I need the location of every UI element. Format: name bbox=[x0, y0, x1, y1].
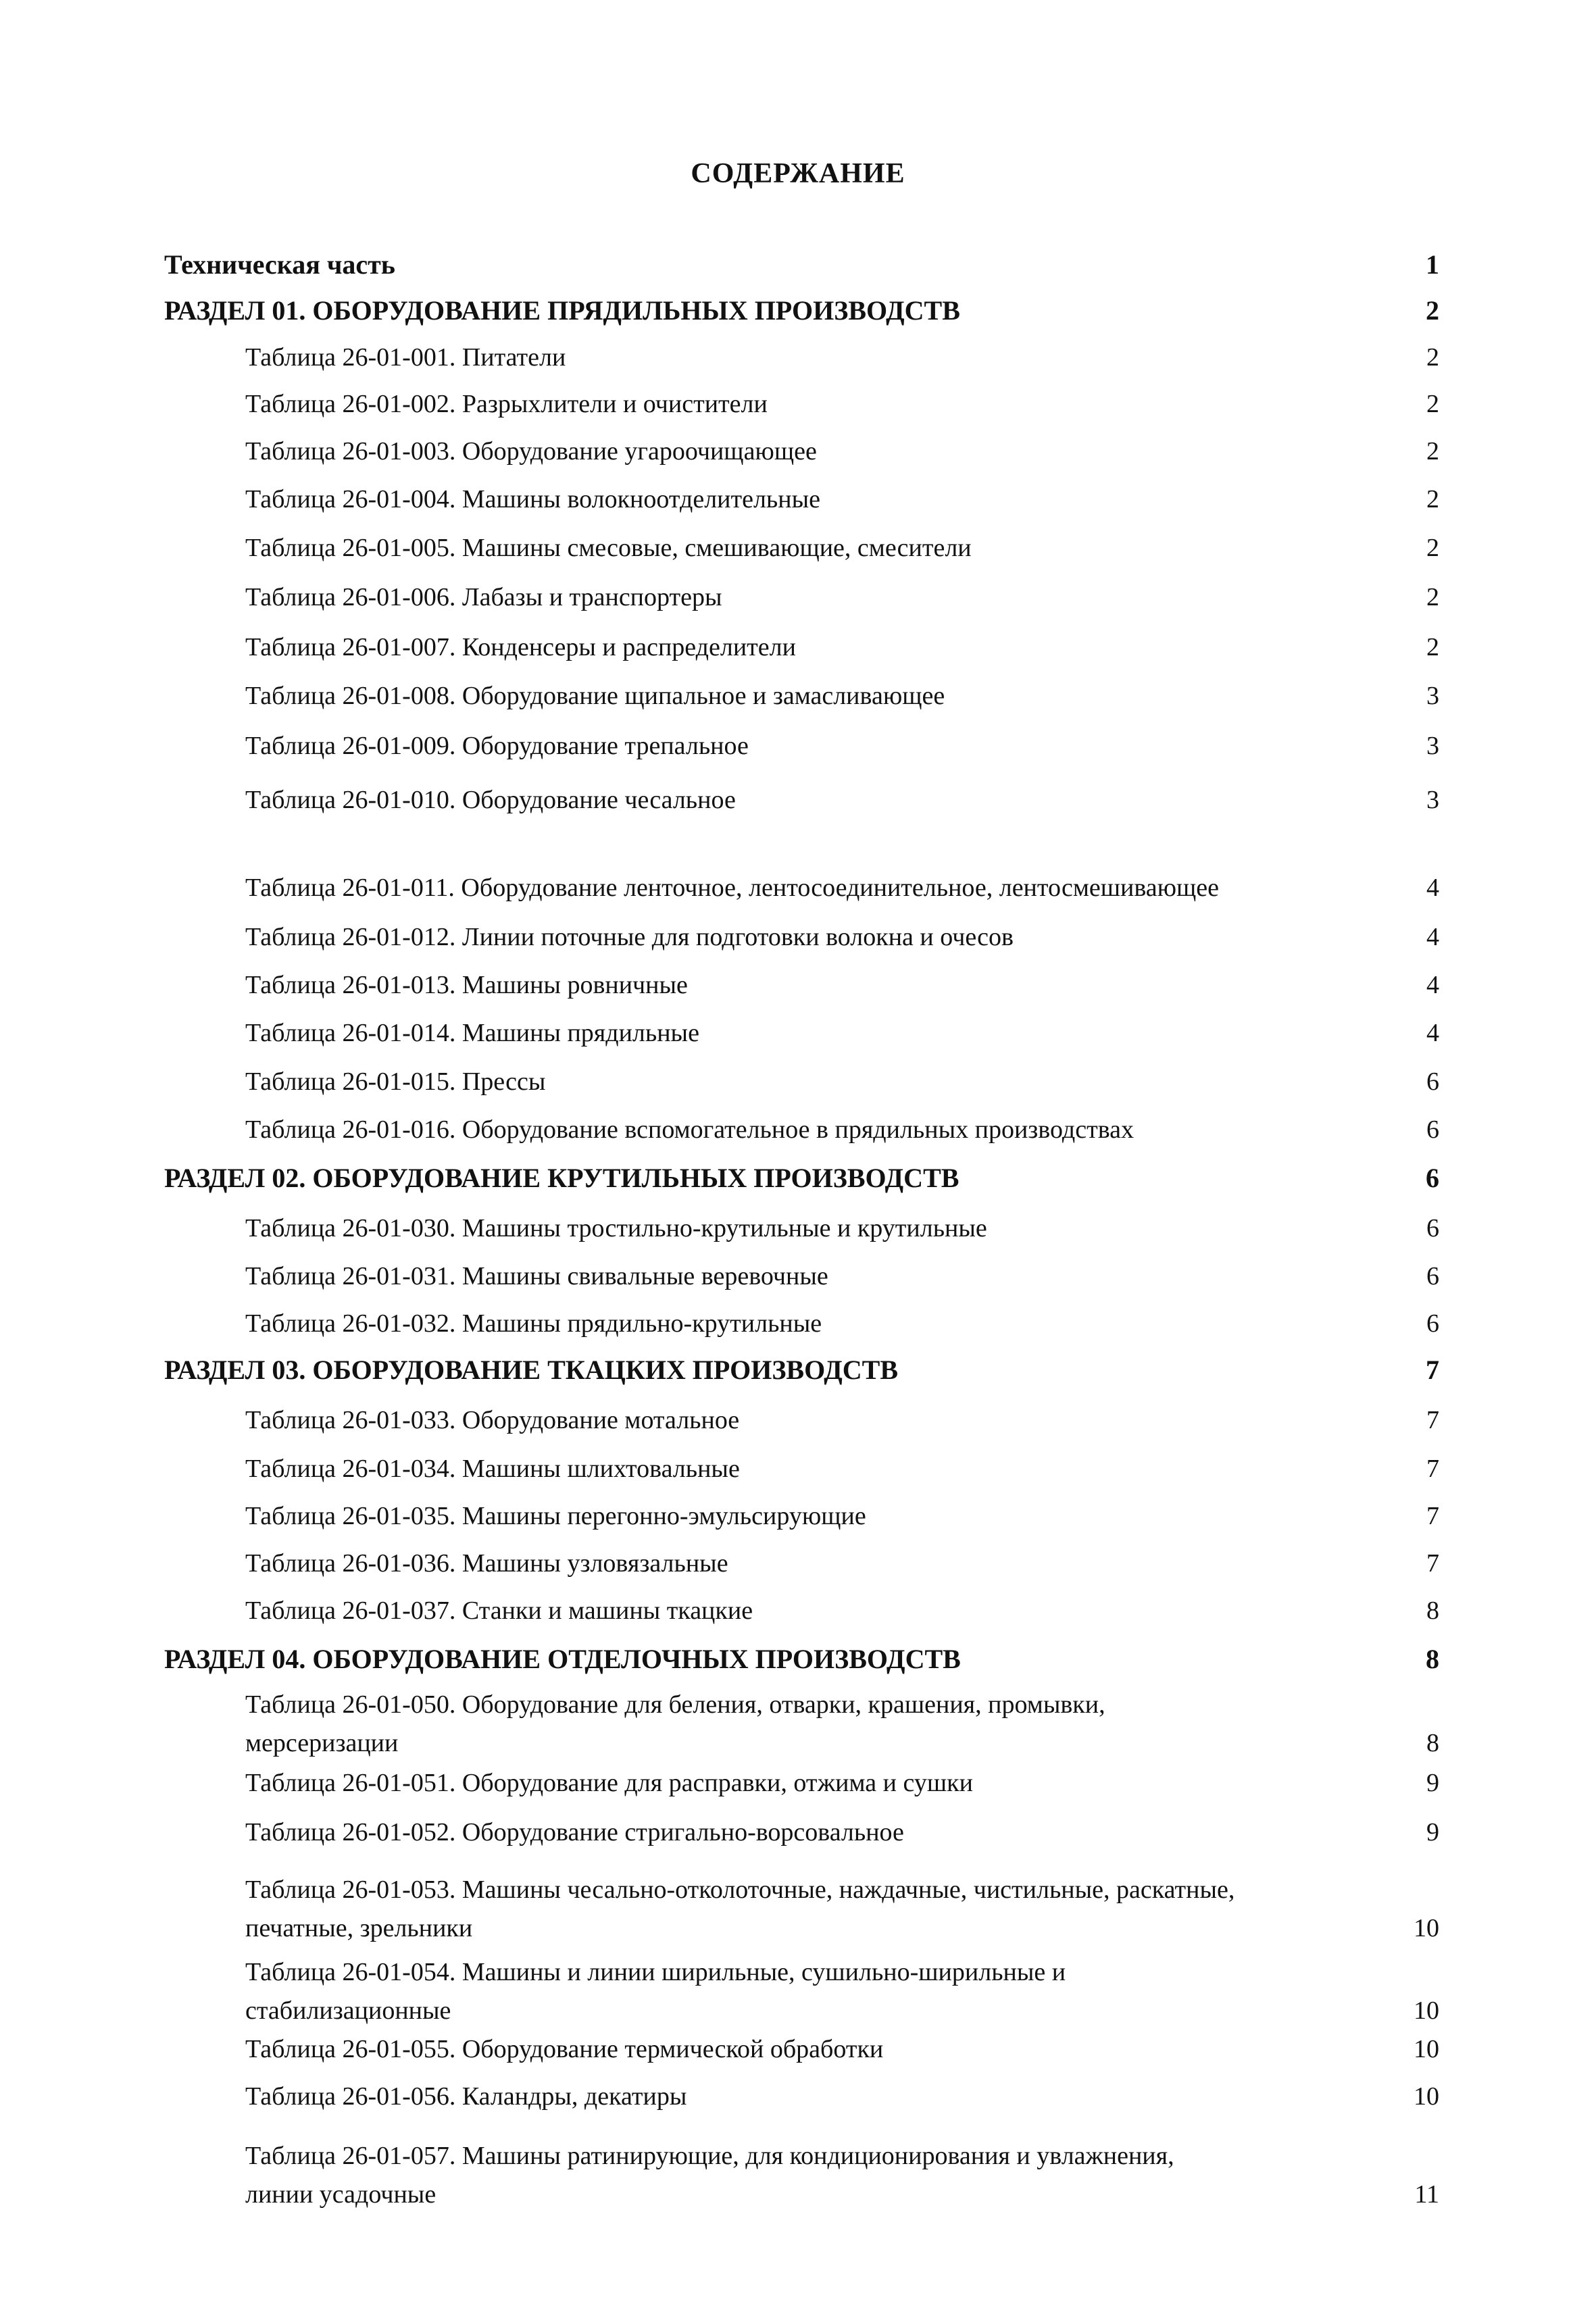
toc-entry-text: Таблица 26-01-053. Машины чесально-отколоточные, наждачные, чистильные, раскатные, bbox=[245, 1876, 1235, 1904]
toc-entry-text: РАЗДЕЛ 03. ОБОРУДОВАНИЕ ТКАЦКИХ ПРОИЗВОДСТВ bbox=[164, 1355, 898, 1385]
toc-page-number: 9 bbox=[1426, 1818, 1439, 1846]
toc-page-number: 2 bbox=[1426, 295, 1439, 326]
toc-entry-text: Таблица 26-01-030. Машины тростильно-крутильные и крутильные bbox=[245, 1214, 987, 1242]
toc-page-number: 6 bbox=[1426, 1115, 1439, 1144]
toc-entry-text: Таблица 26-01-008. Оборудование щипальное и замасливающее bbox=[245, 682, 945, 710]
toc-page-number: 7 bbox=[1426, 1549, 1439, 1578]
toc-page-number: 10 bbox=[1414, 1996, 1439, 2025]
toc-page-number: 3 bbox=[1426, 682, 1439, 710]
toc-page-number: 1 bbox=[1426, 249, 1439, 280]
toc-entry-text: Таблица 26-01-006. Лабазы и транспортеры bbox=[245, 583, 722, 611]
toc-page-number: 2 bbox=[1426, 390, 1439, 418]
toc-entry-text: Таблица 26-01-054. Машины и линии ширильные, сушильно-ширильные и bbox=[245, 1958, 1066, 1986]
toc-entry-text-continued: линии усадочные bbox=[245, 2180, 437, 2209]
toc-entry-text: Таблица 26-01-002. Разрыхлители и очистители bbox=[245, 390, 768, 418]
toc-page-number: 4 bbox=[1426, 1019, 1439, 1047]
toc-page-number: 11 bbox=[1414, 2180, 1439, 2209]
toc-entry-text: Таблица 26-01-011. Оборудование ленточное, лентосоединительное, лентосмешивающее bbox=[245, 874, 1220, 902]
toc-page-number: 10 bbox=[1414, 2035, 1439, 2063]
toc-page-number: 2 bbox=[1426, 633, 1439, 661]
toc-entry-text: РАЗДЕЛ 04. ОБОРУДОВАНИЕ ОТДЕЛОЧНЫХ ПРОИЗВОДСТВ bbox=[164, 1644, 961, 1674]
toc-title: СОДЕРЖАНИЕ bbox=[691, 158, 905, 189]
toc-entry-text: Таблица 26-01-014. Машины прядильные bbox=[245, 1019, 699, 1047]
toc-page-number: 7 bbox=[1426, 1502, 1439, 1530]
toc-entry-text: Таблица 26-01-036. Машины узловязальные bbox=[245, 1549, 728, 1578]
toc-page-number: 2 bbox=[1426, 437, 1439, 466]
toc-entry-text: Таблица 26-01-056. Каландры, декатиры bbox=[245, 2082, 687, 2111]
toc-page-number: 6 bbox=[1426, 1262, 1439, 1290]
toc-page-number: 2 bbox=[1426, 583, 1439, 611]
toc-page-number: 8 bbox=[1426, 1729, 1439, 1757]
toc-entry-text: Таблица 26-01-031. Машины свивальные веревочные bbox=[245, 1262, 828, 1290]
toc-page-number: 2 bbox=[1426, 343, 1439, 372]
toc-entry-text: РАЗДЕЛ 01. ОБОРУДОВАНИЕ ПРЯДИЛЬНЫХ ПРОИЗВОДСТВ bbox=[164, 295, 960, 326]
toc-entry-text: РАЗДЕЛ 02. ОБОРУДОВАНИЕ КРУТИЛЬНЫХ ПРОИЗВОДСТВ bbox=[164, 1163, 959, 1193]
toc-page-number: 6 bbox=[1426, 1067, 1439, 1096]
toc-page-number: 10 bbox=[1414, 2082, 1439, 2111]
toc-entry-text: Таблица 26-01-016. Оборудование вспомогательное в прядильных производствах bbox=[245, 1115, 1134, 1144]
toc-entry-text: Таблица 26-01-015. Прессы bbox=[245, 1067, 546, 1096]
toc-page-number: 9 bbox=[1426, 1769, 1439, 1797]
toc-page-number: 7 bbox=[1426, 1406, 1439, 1434]
toc-entry-text-continued: печатные, зрельники bbox=[245, 1914, 473, 1942]
toc-entry-text-continued: мерсеризации bbox=[245, 1729, 399, 1757]
toc-page-number: 8 bbox=[1426, 1644, 1439, 1674]
toc-page-number: 4 bbox=[1426, 923, 1439, 951]
toc-page-number: 6 bbox=[1426, 1163, 1439, 1193]
toc-entry-text: Таблица 26-01-050. Оборудование для беления, отварки, крашения, промывки, bbox=[245, 1690, 1105, 1719]
toc-page-number: 6 bbox=[1426, 1309, 1439, 1338]
toc-entry-text: Таблица 26-01-013. Машины ровничные bbox=[245, 971, 688, 999]
toc-entry-text: Таблица 26-01-055. Оборудование термической обработки bbox=[245, 2035, 884, 2063]
toc-entry-text: Таблица 26-01-051. Оборудование для расправки, отжима и сушки bbox=[245, 1769, 973, 1797]
toc-entry-text: Таблица 26-01-007. Конденсеры и распределители bbox=[245, 633, 796, 661]
toc-page-number: 7 bbox=[1426, 1355, 1439, 1385]
toc-entry-text: Таблица 26-01-037. Станки и машины ткацкие bbox=[245, 1596, 753, 1625]
toc-entry-text: Таблица 26-01-010. Оборудование чесальное bbox=[245, 786, 736, 814]
toc-entry-text: Таблица 26-01-032. Машины прядильно-крутильные bbox=[245, 1309, 822, 1338]
toc-page-number: 10 bbox=[1414, 1914, 1439, 1942]
toc-entry-text: Техническая часть bbox=[164, 249, 395, 280]
toc-entry-text: Таблица 26-01-012. Линии поточные для подготовки волокна и очесов bbox=[245, 923, 1014, 951]
toc-entry-text-continued: стабилизационные bbox=[245, 1996, 451, 2025]
toc-entry-text: Таблица 26-01-035. Машины перегонно-эмульсирующие bbox=[245, 1502, 866, 1530]
toc-page-number: 8 bbox=[1426, 1596, 1439, 1625]
toc-entry-text: Таблица 26-01-009. Оборудование трепальное bbox=[245, 732, 749, 760]
toc-entry-text: Таблица 26-01-003. Оборудование угароочищающее bbox=[245, 437, 817, 466]
toc-entry-text: Таблица 26-01-001. Питатели bbox=[245, 343, 566, 372]
toc-entry-text: Таблица 26-01-057. Машины ратинирующие, для кондиционирования и увлажнения, bbox=[245, 2142, 1174, 2170]
toc-page-number: 2 bbox=[1426, 485, 1439, 513]
toc-page-number: 3 bbox=[1426, 732, 1439, 760]
toc-entry-text: Таблица 26-01-033. Оборудование мотальное bbox=[245, 1406, 740, 1434]
toc-page-number: 2 bbox=[1426, 534, 1439, 562]
toc-page-number: 6 bbox=[1426, 1214, 1439, 1242]
toc-entry-text: Таблица 26-01-005. Машины смесовые, смешивающие, смесители bbox=[245, 534, 972, 562]
toc-page-number: 4 bbox=[1426, 971, 1439, 999]
toc-page-number: 3 bbox=[1426, 786, 1439, 814]
toc-entry-text: Таблица 26-01-004. Машины волокноотделительные bbox=[245, 485, 820, 513]
toc-page-number: 7 bbox=[1426, 1455, 1439, 1483]
toc-entry-text: Таблица 26-01-034. Машины шлихтовальные bbox=[245, 1455, 740, 1483]
toc-entry-text: Таблица 26-01-052. Оборудование стригально-ворсовальное bbox=[245, 1818, 904, 1846]
toc-page-number: 4 bbox=[1426, 874, 1439, 902]
